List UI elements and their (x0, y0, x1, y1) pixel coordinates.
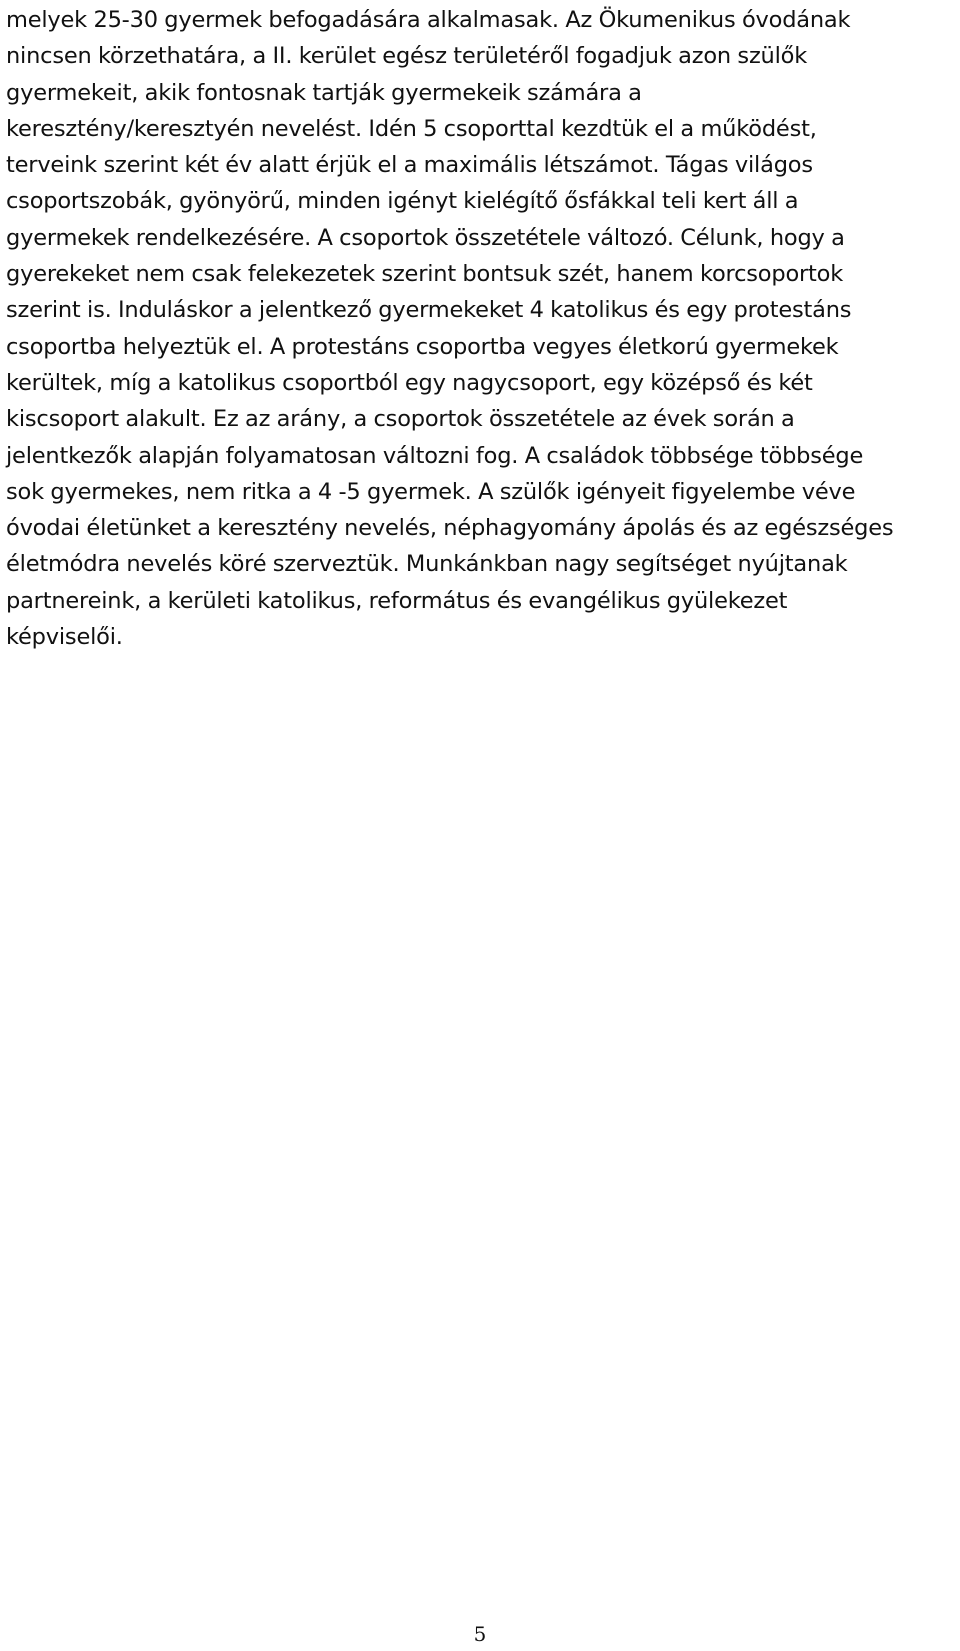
text-line: jelentkezők alapján folyamatosan változni fog. A családok többsége többsége (6, 442, 864, 469)
text-line: keresztény/keresztyén nevelést. Idén 5 csoporttal kezdtük el a működést, (6, 115, 817, 142)
text-line: csoportszobák, gyönyörű, minden igényt kielégítő ősfákkal teli kert áll a (6, 188, 799, 215)
text-line: gyermekek rendelkezésére. A csoportok összetétele változó. Célunk, hogy a (6, 224, 845, 251)
text-line: partnereink, a kerületi katolikus, református és evangélikus gyülekezet (6, 587, 788, 614)
text-line: melyek 25-30 gyermek befogadására alkalmasak. Az Ökumenikus óvodának (6, 7, 851, 33)
text-line: óvodai életünket a keresztény nevelés, néphagyomány ápolás és az egészséges (6, 515, 894, 542)
text-line: életmódra nevelés köré szerveztük. Munkánkban nagy segítséget nyújtanak (6, 551, 848, 578)
text-line: szerint is. Induláskor a jelentkező gyermekeket 4 katolikus és egy protestáns (6, 297, 852, 324)
text-line: képviselői. (6, 624, 123, 651)
text-line: gyermekeit, akik fontosnak tartják gyermekeik számára a (6, 79, 642, 106)
text-line: kerültek, míg a katolikus csoportból egy nagycsoport, egy középső és két (6, 369, 813, 396)
text-line: terveink szerint két év alatt érjük el a maximális létszámot. Tágas világos (6, 152, 813, 179)
text-line: csoportba helyeztük el. A protestáns csoportba vegyes életkorú gyermekek (6, 333, 839, 360)
text-line: sok gyermekes, nem ritka a 4 -5 gyermek. A szülők igényeit figyelembe véve (6, 478, 856, 505)
text-line: kiscsoport alakult. Ez az arány, a csoportok összetétele az évek során a (6, 406, 795, 433)
text-line: nincsen körzethatára, a II. kerület egész területéről fogadjuk azon szülők (6, 43, 808, 70)
page-number: 5 (473, 1622, 487, 1646)
body-paragraph (6, 2, 954, 655)
text-line: gyerekeket nem csak felekezetek szerint bontsuk szét, hanem korcsoportok (6, 261, 844, 288)
